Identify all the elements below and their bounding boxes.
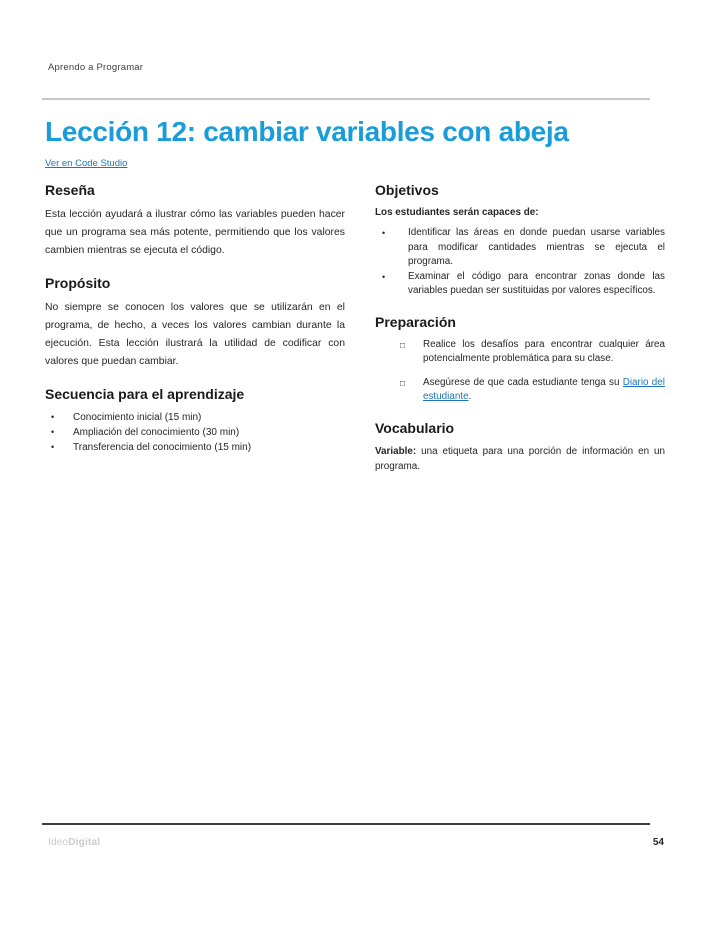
resena-heading: Reseña (45, 182, 95, 198)
bullet-icon: • (51, 412, 55, 422)
header-brand: Aprendo a Programar (48, 62, 144, 73)
list-item-label: Conocimiento inicial (15 min) (73, 412, 202, 423)
footer-divider (42, 823, 650, 825)
section-secuencia (45, 386, 345, 455)
document-footer (42, 823, 664, 848)
preparacion-list (375, 338, 665, 405)
checkbox-icon: □ (400, 339, 406, 350)
footer-brand (48, 837, 100, 848)
list-item (45, 425, 345, 440)
list-item (45, 440, 345, 455)
resena-body: Esta lección ayudará a ilustrar cómo las variables pueden hacer que un programa sea más potente, permitiendo que los valores cambien mientras se ejecuta el código. (45, 209, 345, 256)
vocabulario-body (375, 444, 665, 475)
list-item-label: Transferencia del conocimiento (15 min) (73, 442, 252, 453)
page-number: 54 (652, 837, 664, 848)
vocab-term: Variable: (375, 445, 417, 457)
proposito-heading: Propósito (45, 275, 111, 291)
proposito-body: No siempre se conocen los valores que se utilizarán en el programa, de hecho, a veces los valores cambian durante la ejecución. Esta lección ilustrará la utilidad de codificar con valores que puedan cambiar. (45, 302, 345, 367)
list-item-label: Identificar las áreas en donde puedan usarse variables para modificar cantidades mientras se ejecuta el programa. (408, 227, 665, 267)
vocabulario-heading: Vocabulario (375, 419, 455, 436)
list-item-label: Examinar el código para encontrar zonas donde las variables puedan ser sustituidas por valores específicos. (408, 270, 665, 296)
list-item (375, 376, 665, 405)
footer-brand-light: Ideo (48, 837, 69, 848)
secuencia-heading: Secuencia para el aprendizaje (45, 386, 245, 402)
list-item (375, 226, 665, 270)
left-column (45, 182, 345, 475)
preparacion-heading: Preparación (375, 313, 456, 330)
section-proposito (45, 275, 345, 371)
list-item (45, 410, 345, 425)
code-studio-link[interactable]: Ver en Code Studio (45, 158, 128, 169)
bullet-icon: • (51, 427, 55, 437)
list-item (375, 338, 665, 367)
page-title: Lección 12: cambiar variables con abeja (45, 116, 569, 147)
checkbox-icon: □ (400, 377, 406, 388)
bullet-icon: • (382, 271, 386, 282)
document-header (0, 0, 720, 73)
bullet-icon: • (382, 228, 386, 238)
diario-estudiante-link[interactable]: Diario del estudiante (423, 376, 665, 402)
list-item-label: Ampliación del conocimiento (30 min) (73, 427, 240, 438)
section-vocabulario (375, 420, 665, 475)
list-item-text: . (468, 391, 472, 402)
vocab-definition: una etiqueta para una porción de información en un programa. (375, 445, 665, 472)
section-preparacion (375, 314, 665, 405)
list-item-text: Asegúrese de que cada estudiante tenga su (423, 376, 623, 388)
list-item (375, 270, 665, 299)
section-objetivos (375, 182, 665, 299)
section-resena (45, 182, 345, 260)
objetivos-intro: Los estudiantes serán capaces de: (375, 207, 539, 218)
objetivos-heading: Objetivos (375, 182, 439, 198)
list-item-label (423, 376, 665, 405)
right-column (375, 182, 665, 475)
header-divider (42, 98, 650, 100)
list-item-label: Realice los desafíos para encontrar cualquier área potencialmente problemática para su clase. (423, 338, 665, 364)
secuencia-list (45, 410, 345, 455)
bullet-icon: • (51, 442, 55, 452)
footer-row (42, 837, 664, 848)
objetivos-list (375, 226, 665, 299)
content-columns (45, 182, 665, 475)
footer-brand-bold: Digital (68, 837, 101, 848)
